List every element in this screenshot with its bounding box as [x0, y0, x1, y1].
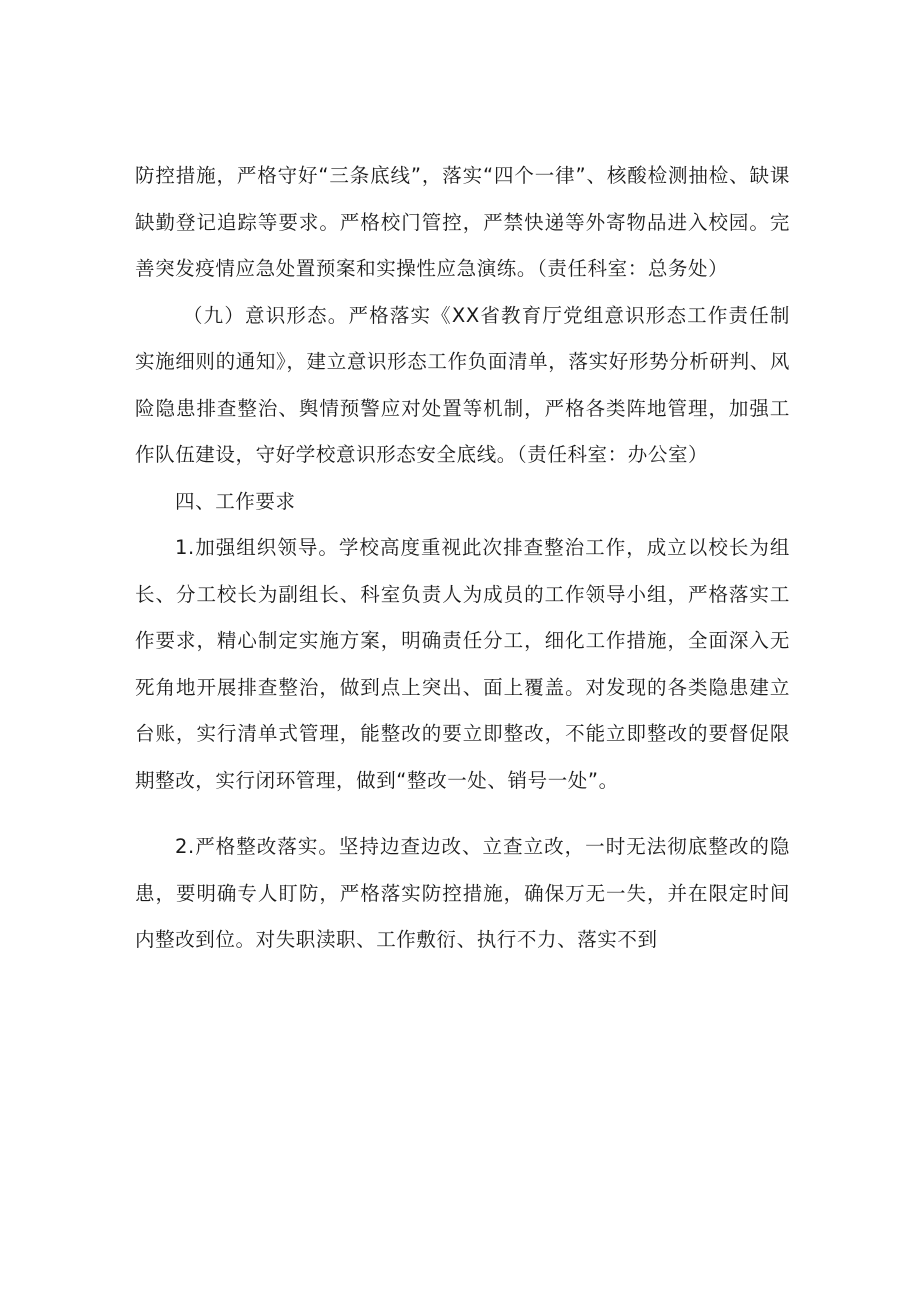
paragraph-rectification: 2.严格整改落实。坚持边查边改、立查立改，一时无法彻底整改的隐患，要明确专人盯防，严格落实防控措施，确保万无一失，并在限定时间内整改到位。对失职渎职、工作敷衍、执行不力、落实不到	[135, 835, 790, 951]
paragraph-organization-leadership: 1.加强组织领导。学校高度重视此次排查整治工作，成立以校长为组长、分工校长为副组长、科室负责人为成员的工作领导小组，严格落实工作要求，精心制定实施方案，明确责任分工，细化工作措施，全面深入无死角地开展排查整治，做到点上突出、面上覆盖。对发现的各类隐患建立台账，实行清单式管理，能整改的要立即整改，不能立即整改的要督促限期整改，实行闭环管理，做到“整改一处、销号一处”。	[135, 536, 790, 792]
document-body	[135, 153, 790, 964]
paragraph-ideology: （九）意识形态。严格落实《XX省教育厅党组意识形态工作责任制实施细则的通知》，建立意识形态工作负面清单，落实好形势分析研判、风险隐患排查整治、舆情预警应对处置等机制，严格各类阵地管理，加强工作队伍建设，守好学校意识形态安全底线。（责任科室：办公室）	[135, 303, 790, 466]
paragraph-epidemic-control: 防控措施，严格守好“三条底线”，落实“四个一律”、核酸检测抽检、缺课缺勤登记追踪等要求。严格校门管控，严禁快递等外寄物品进入校园。完善突发疫情应急处置预案和实操性应急演练。（责任科室：总务处）	[135, 164, 790, 280]
section-heading-work-requirements: 四、工作要求	[175, 489, 296, 513]
